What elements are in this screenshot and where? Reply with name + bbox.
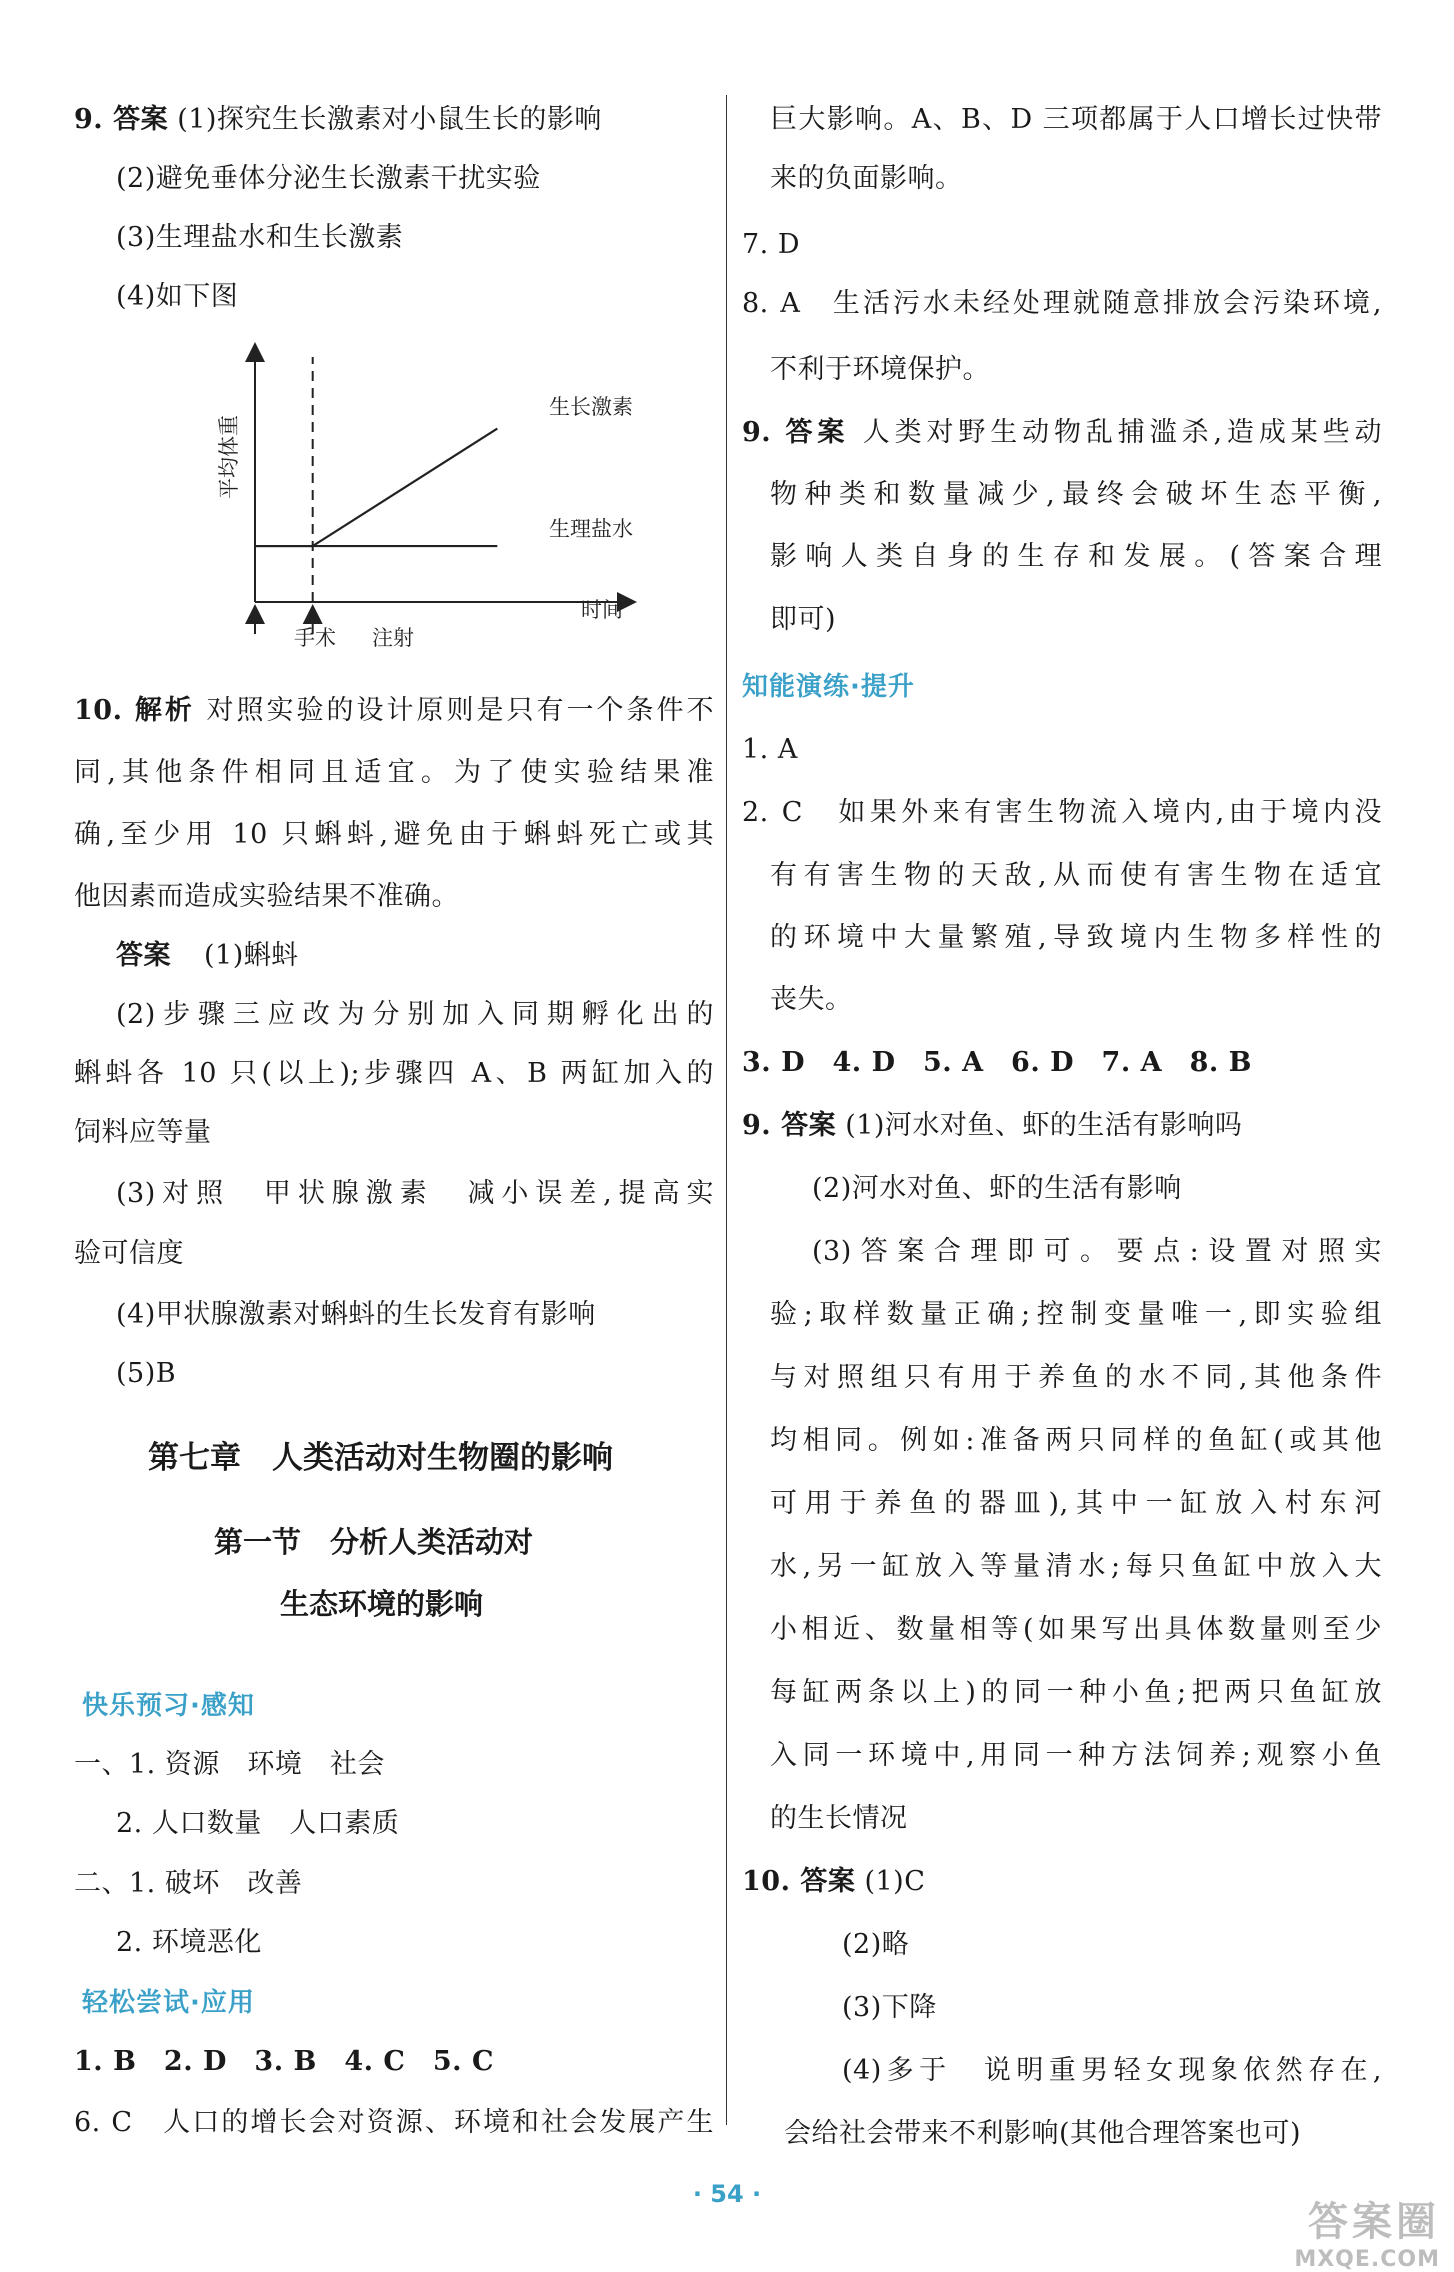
q10-answer-2b: 蝌蚪各 10 只(以上);步骤四 A、B 两缸加入的 [74, 1058, 714, 1089]
series-label-saline: 生理盐水 [549, 517, 633, 541]
q7-answer: 7. D [742, 229, 800, 260]
improve-q9-line-9: 小相近、数量相等(如果写出具体数量则至少 [770, 1614, 1382, 1645]
improve-q10-part-3: (3)下降 [842, 1992, 937, 2023]
column-divider [726, 95, 727, 2125]
annotation-surgery: 手术 [294, 626, 336, 650]
preview-answer-3: 二、1. 破坏 改善 [74, 1868, 303, 1899]
improve-q10-label: 10. 答案 [742, 1866, 856, 1897]
q10-label: 10. 解析 [74, 695, 195, 726]
q9-label: 9. 答案 [74, 104, 169, 135]
improve-q9-line-10: 每缸两条以上)的同一种小鱼;把两只鱼缸放 [770, 1677, 1382, 1708]
chart-xlabel: 时间 [581, 598, 623, 622]
chart-ylabel: 平均体重 [217, 415, 241, 499]
improve-q10-line-5: 会给社会带来不利影响(其他合理答案也可) [784, 2118, 1302, 2149]
q6-line-2: 巨大影响。A、B、D 三项都属于人口增长过快带 [770, 104, 1382, 135]
improve-q2-line-1: 2. C 如果外来有害生物流入境内,由于境内没 [742, 797, 1382, 828]
q9-line-1 [74, 100, 602, 140]
q9-part-2: (2)避免垂体分泌生长激素干扰实验 [116, 163, 541, 194]
q9-part-1: (1)探究生长激素对小鼠生长的影响 [177, 104, 602, 135]
improve-q9-line-7: 可用于养鱼的器皿),其中一缸放入村东河 [770, 1488, 1382, 1519]
watermark-url: MXQE.COM [1294, 2247, 1440, 2272]
improve-q9-line-4: 验;取样数量正确;控制变量唯一,即实验组 [770, 1299, 1382, 1330]
practice-q6-line-1: 6. C 人口的增长会对资源、环境和社会发展产生 [74, 2107, 714, 2138]
improve-q9-line-5: 与对照组只有用于养鱼的水不同,其他条件 [770, 1362, 1382, 1393]
improve-q9-line-11: 入同一环境中,用同一种方法饲养;观察小鱼 [770, 1740, 1382, 1771]
chart-axes [255, 344, 635, 634]
improve-mc-answers: 3. D 4. D 5. A 6. D 7. A 8. B [742, 1047, 1252, 1078]
q10-answer-2a: (2)步骤三应改为分别加入同期孵化出的 [116, 999, 714, 1030]
q10-answer-3a: (3)对照 甲状腺激素 减小误差,提高实 [116, 1178, 714, 1209]
improve-q9-line-12: 的生长情况 [770, 1803, 908, 1834]
weight-chart [217, 342, 633, 652]
improve-q2-line-3: 的环境中大量繁殖,导致境内生物多样性的 [770, 922, 1382, 953]
section-label-practice: 轻松尝试·应用 [82, 1988, 255, 2018]
q10-answer-3b: 验可信度 [74, 1238, 184, 1269]
improve-q2-line-2: 有有害生物的天敌,从而使有害生物在适宜 [770, 860, 1382, 891]
section-title-line-2: 生态环境的影响 [280, 1587, 484, 1621]
improve-q9-line-6: 均相同。例如:准备两只同样的鱼缸(或其他 [770, 1425, 1382, 1456]
page-number: · 54 · [692, 2180, 762, 2208]
q9-part-4: (4)如下图 [116, 281, 239, 312]
q9-right-text-1: 人类对野生动物乱捕滥杀,造成某些动 [862, 417, 1382, 448]
preview-answer-1: 一、1. 资源 环境 社会 [74, 1749, 385, 1780]
watermark [1200, 2190, 1440, 2272]
improve-q10-line-1 [742, 1862, 925, 1902]
improve-q10-part-2: (2)略 [842, 1929, 910, 1960]
q10-answer-5: (5)B [116, 1358, 177, 1389]
series-line-growth-hormone [255, 429, 497, 547]
q10-answer-4: (4)甲状腺激素对蝌蚪的生长发育有影响 [116, 1299, 596, 1330]
section-label-improve: 知能演练·提升 [742, 672, 915, 702]
q9-right-line-3: 影响人类自身的生存和发展。(答案合理 [770, 541, 1382, 572]
section-label-preview: 快乐预习·感知 [82, 1691, 255, 1721]
annotation-injection: 注射 [372, 626, 414, 650]
preview-answer-2: 2. 人口数量 人口素质 [116, 1808, 400, 1839]
q9-right-line-2: 物种类和数量减少,最终会破坏生态平衡, [770, 479, 1382, 510]
q10-analysis-line-1 [74, 691, 714, 731]
watermark-logo: 答案圈 [1308, 2199, 1440, 2245]
chart-series [255, 429, 497, 547]
q9-right-label: 9. 答案 [742, 417, 850, 448]
improve-q9-part-1: (1)河水对鱼、虾的生活有影响吗 [845, 1110, 1243, 1141]
q9-right-line-4: 即可) [770, 604, 837, 635]
section-title-line-1: 第一节 分析人类活动对 [214, 1525, 534, 1559]
series-label-growth-hormone: 生长激素 [549, 395, 633, 419]
practice-mc-answers: 1. B 2. D 3. B 4. C 5. C [74, 2046, 494, 2077]
q10-answer-2c: 饲料应等量 [74, 1117, 212, 1148]
q9-right-line-1 [742, 413, 1382, 453]
improve-q2-line-4: 丧失。 [770, 984, 853, 1015]
q10-answer-1: (1)蝌蚪 [204, 940, 299, 971]
improve-q9-line-8: 水,另一缸放入等量清水;每只鱼缸中放入大 [770, 1551, 1382, 1582]
q10-answer-label: 答案 [116, 940, 171, 971]
q10-analysis-c: 确,至少用 10 只蝌蚪,避免由于蝌蚪死亡或其 [74, 819, 714, 850]
improve-q10-part-1: (1)C [864, 1866, 926, 1897]
q8-line-2: 不利于环境保护。 [770, 354, 990, 385]
q8-line-1: 8. A 生活污水未经处理就随意排放会污染环境, [742, 288, 1382, 319]
q10-analysis-a: 对照实验的设计原则是只有一个条件不 [206, 695, 715, 726]
improve-q10-part-4: (4)多于 说明重男轻女现象依然存在, [842, 2055, 1382, 2086]
improve-q9-part-3: (3)答案合理即可。要点:设置对照实 [812, 1236, 1382, 1267]
q10-analysis-d: 他因素而造成实验结果不准确。 [74, 881, 459, 912]
chapter-title: 第七章 人类活动对生物圈的影响 [148, 1440, 613, 1476]
improve-q1: 1. A [742, 734, 798, 765]
q6-line-3: 来的负面影响。 [770, 163, 963, 194]
improve-q9-part-2: (2)河水对鱼、虾的生活有影响 [812, 1173, 1182, 1204]
q10-analysis-b: 同,其他条件相同且适宜。为了使实验结果准 [74, 757, 714, 788]
preview-answer-4: 2. 环境恶化 [116, 1927, 262, 1958]
improve-q9-line-1 [742, 1106, 1242, 1146]
q9-part-3: (3)生理盐水和生长激素 [116, 222, 404, 253]
improve-q9-label: 9. 答案 [742, 1110, 837, 1141]
